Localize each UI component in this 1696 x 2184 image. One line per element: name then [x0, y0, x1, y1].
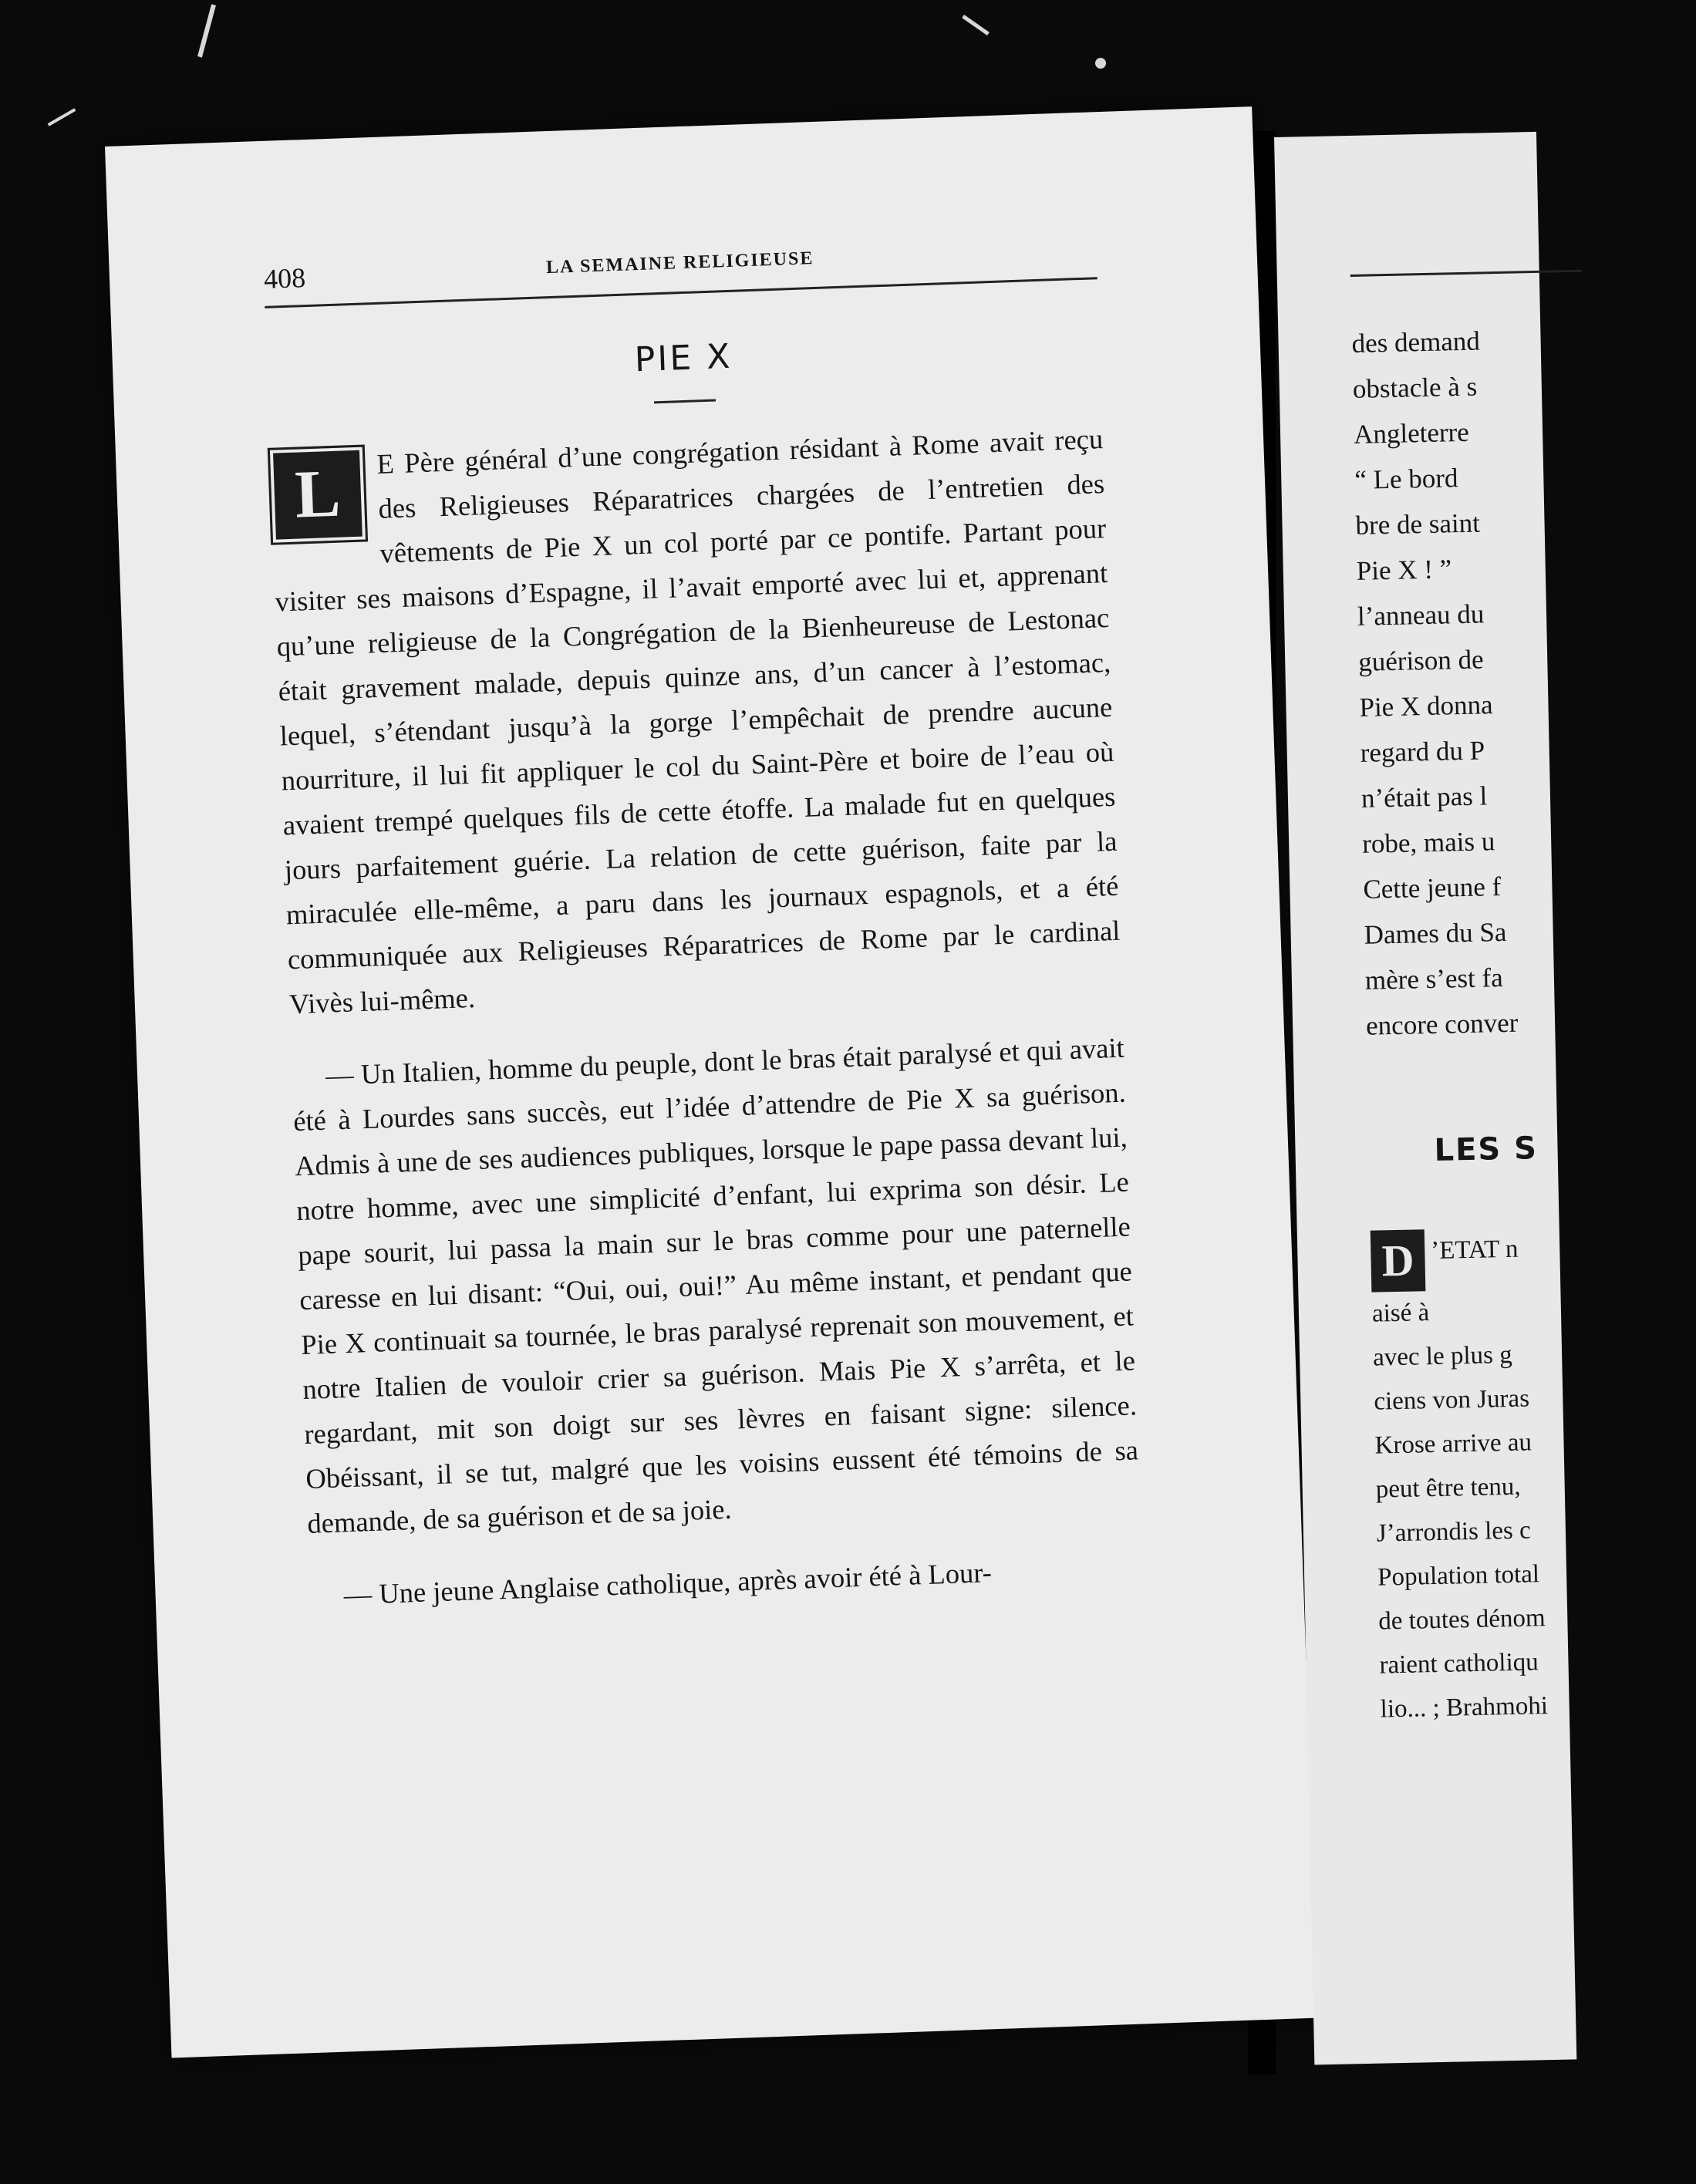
right-text-line: des demand [1351, 325, 1481, 359]
right-text-line: regard du P [1360, 735, 1485, 768]
paragraph-text: E Père général d’une congrégation résidant à Rome avait reçu des Religieuses Réparatrices chargées de l’entretien des vêtements de Pie X un col porté par ce pontife. Partant pour visiter ses maisons d’Espagne, il l’avait emporté avec lui et, apprenant qu’une religieuse de la Congrégation de la Bienheureuse de Lestonac était gravement malade, depuis quinze ans, d’un cancer à l’estomac, lequel, s’étendant jusqu’à la gorge l’empêchait de prendre aucune nourriture, il lui fit appliquer le col du Saint-Père et boire de l’eau où avaient trempé quelques fils de cette étoffe. La malade fut en quelques jours parfaitement guérie. La relation de cette guérison, faite par la miraculée elle-même, a paru dans les journaux espagnols, et a été communiquée aux Religieuses Réparatrices de Rome par le cardinal Vivès lui-même. [275, 423, 1121, 1020]
right-text-line: Pie X donna [1359, 689, 1493, 723]
right-header-rule [1350, 270, 1582, 277]
right-text-line: Dames du Sa [1364, 916, 1507, 950]
right-text-line: Angleterre [1353, 416, 1470, 450]
right-text-line: l’anneau du [1357, 598, 1485, 632]
right-text-line: bre de saint [1355, 507, 1481, 541]
article-body [270, 416, 1145, 1646]
right-page [1274, 132, 1576, 2065]
right-section-heading: LES S [1434, 1131, 1539, 1168]
right-section-line: D ’ETAT n [1371, 1224, 1681, 1292]
left-page [105, 106, 1319, 2058]
right-section-line: peut être tenu, [1375, 1472, 1521, 1504]
right-text-line: n’était pas l [1361, 780, 1488, 814]
right-section-line: de toutes dénom [1377, 1604, 1546, 1636]
right-text-line: Cette jeune f [1363, 871, 1502, 905]
article-title: PIE X [633, 336, 733, 380]
right-section-line: ciens von Juras [1373, 1384, 1530, 1416]
drop-cap: L [270, 447, 366, 543]
running-head [263, 228, 1097, 303]
right-section-line: J’arrondis les c [1376, 1516, 1532, 1548]
right-drop-cap: D [1371, 1229, 1426, 1292]
paragraph-1 [270, 416, 1123, 1026]
right-text-line: “ Le bord [1354, 463, 1458, 495]
right-text-line: mère s’est fa [1364, 962, 1504, 996]
right-column-text [1351, 315, 1675, 1049]
journal-title: LA SEMAINE RELIGIEUSE [545, 248, 814, 278]
right-text-line: Pie X ! ” [1356, 554, 1452, 586]
title-rule [654, 399, 716, 404]
right-section-text [1371, 1224, 1690, 1731]
right-section-line: aisé à [1371, 1299, 1430, 1328]
scan-speck [1095, 58, 1106, 69]
right-text-line: robe, mais u [1361, 826, 1495, 859]
page-number: 408 [263, 262, 306, 295]
right-text-line: obstacle à s [1352, 371, 1478, 404]
right-section-line: Krose arrive au [1374, 1428, 1532, 1460]
right-text-line: guérison de [1357, 644, 1484, 677]
scan-speck [48, 108, 76, 126]
paragraph-2: — Un Italien, homme du peuple, dont le bras était paralysé et qui avait été à Lourdes sans succès, eut l’idée d’attendre de Pie X sa guérison. Admis à une de ses audiences publiques, lorsque le pape passa devant lui, notre homme, avec une simplicité d’enfant, lui exprima son désir. Le pape sourit, lui passa la main sur le bras comme pour une paternelle caresse en lui disant: “Oui, oui, oui!” Au même instant, et pendant que Pie X continuait sa tournée, le bras paralysé reprenait son mouvement, et notre Italien de vouloir crier sa guérison. Mais Pie X s’arrêta, et le regardant, mit son doigt sur ses lèvres en faisant signe: silence. Obéissant, il se tut, malgré que les voisins eussent été témoins de sa demande, de sa guérison et de sa joie. [292, 1031, 1139, 1539]
right-section-line: Population total [1377, 1560, 1540, 1592]
right-section-line: avec le plus g [1372, 1340, 1513, 1372]
right-text-line: encore conver [1365, 1007, 1519, 1041]
scan-speck [197, 4, 216, 57]
paragraph-3: — Une jeune Anglaise catholique, après avoir été à Lour- [343, 1556, 993, 1611]
scan-speck [962, 15, 990, 35]
right-section-line: lio... ; Brahmohi [1380, 1692, 1549, 1724]
right-section-line: raient catholiqu [1379, 1648, 1539, 1680]
